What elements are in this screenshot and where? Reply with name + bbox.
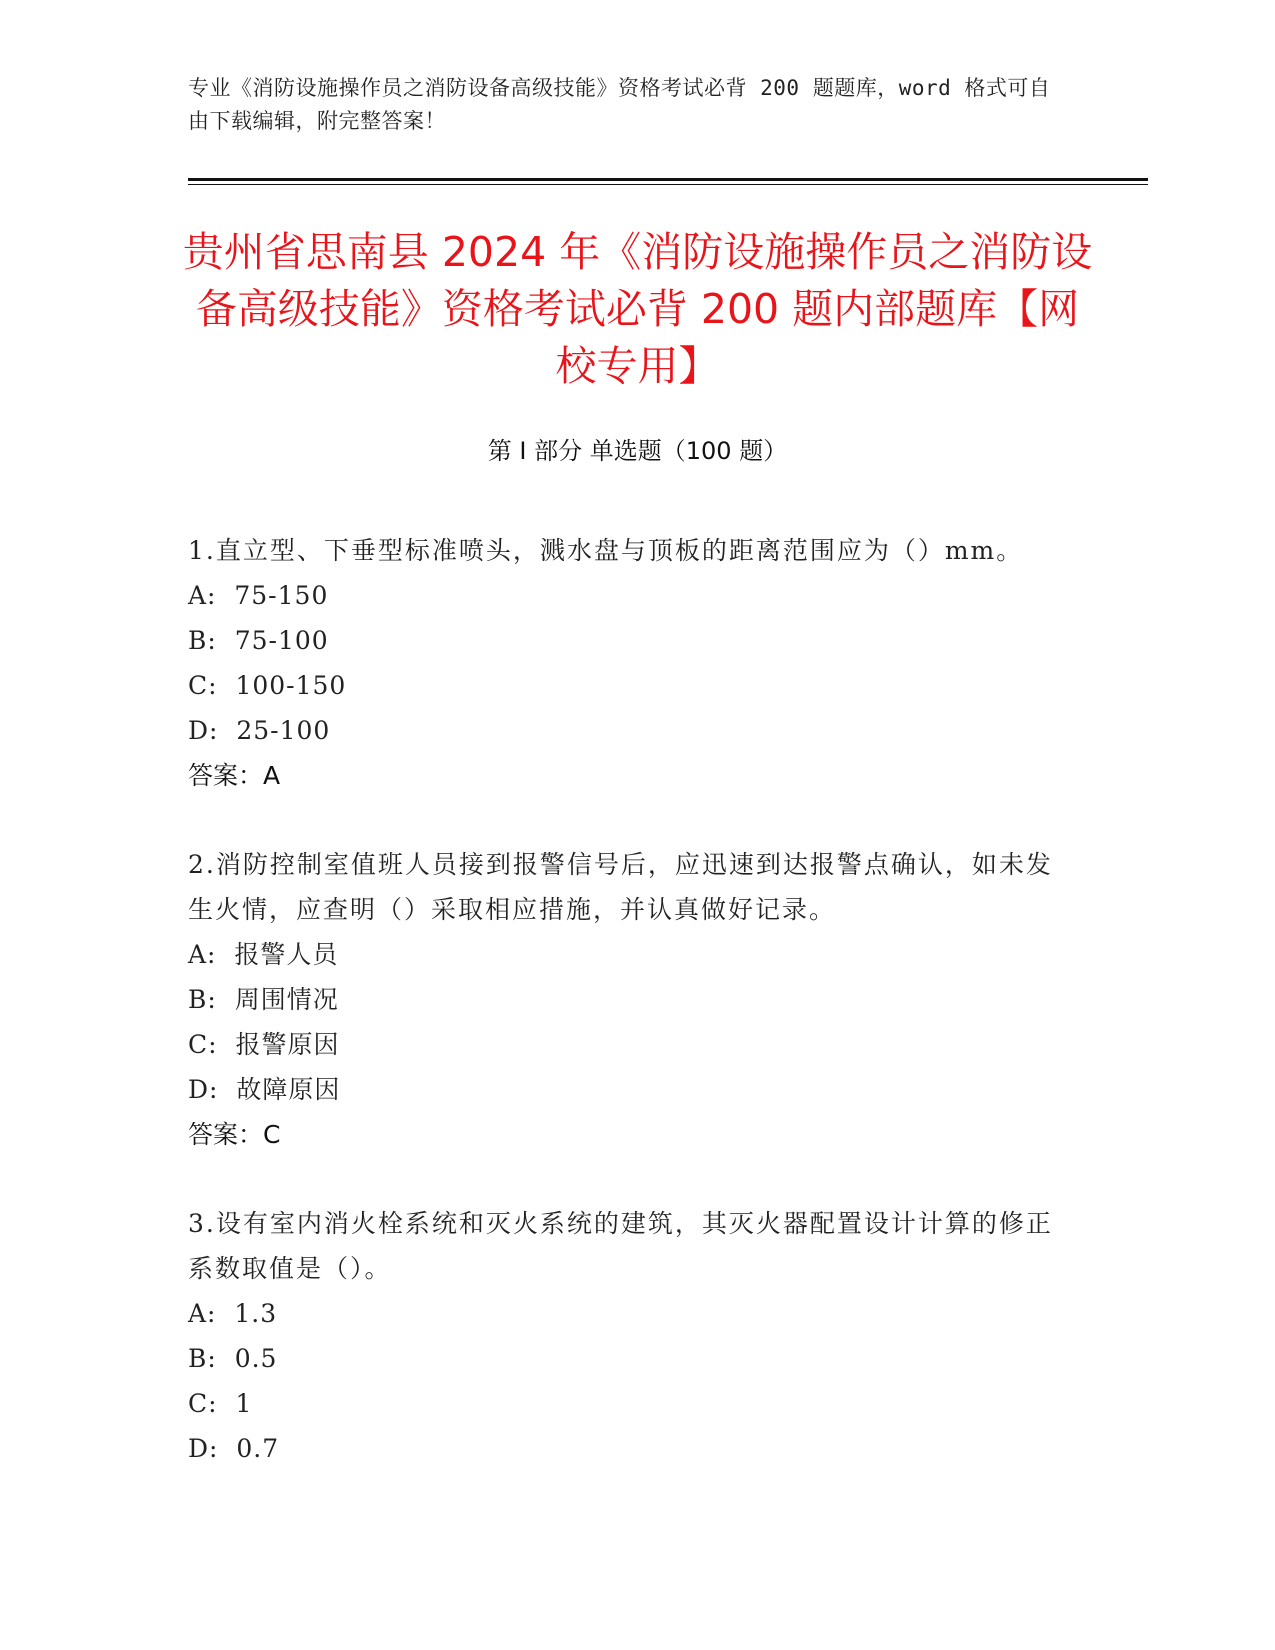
section-heading: 第 I 部分 单选题（100 题）: [487, 437, 788, 465]
question-stem: 3.设有室内消火栓系统和灭火系统的建筑，其灭火器配置设计计算的修正系数取值是（）。: [188, 1209, 1053, 1283]
answer-line: 答案：C: [188, 1120, 281, 1149]
option-b: B: 周围情况: [188, 985, 339, 1014]
answer-line: 答案：A: [188, 761, 281, 790]
option-c: C: 1: [188, 1389, 253, 1418]
option-d: D: 0.7: [188, 1434, 280, 1463]
option-b: B: 0.5: [188, 1344, 278, 1373]
question-2: [188, 842, 1068, 1157]
option-d: D: 故障原因: [188, 1075, 341, 1104]
header-note: 专业《消防设施操作员之消防设备高级技能》资格考试必背 200 题题库，word 格式可自由下载编辑，附完整答案！: [188, 76, 1051, 133]
option-c: C: 报警原因: [188, 1030, 340, 1059]
question-3: [188, 1201, 1068, 1471]
question-stem: 1.直立型、下垂型标准喷头，溅水盘与顶板的距离范围应为（）mm。: [188, 536, 1024, 565]
option-a: A: 75-150: [188, 581, 329, 610]
header-rule-thin: [188, 184, 1148, 185]
option-c: C: 100-150: [188, 671, 347, 700]
option-b: B: 75-100: [188, 626, 329, 655]
option-a: A: 报警人员: [188, 940, 339, 969]
document-title: 贵州省思南县 2024 年《消防设施操作员之消防设备高级技能》资格考试必背 200 题内部题库【网校专用】: [182, 228, 1093, 390]
option-a: A: 1.3: [188, 1299, 278, 1328]
header-rule-thick: [188, 178, 1148, 181]
option-d: D: 25-100: [188, 716, 331, 745]
question-1: [188, 528, 1068, 798]
question-list: [188, 528, 1068, 1515]
question-stem: 2.消防控制室值班人员接到报警信号后，应迅速到达报警点确认，如未发生火情，应查明（）采取相应措施，并认真做好记录。: [188, 850, 1053, 924]
